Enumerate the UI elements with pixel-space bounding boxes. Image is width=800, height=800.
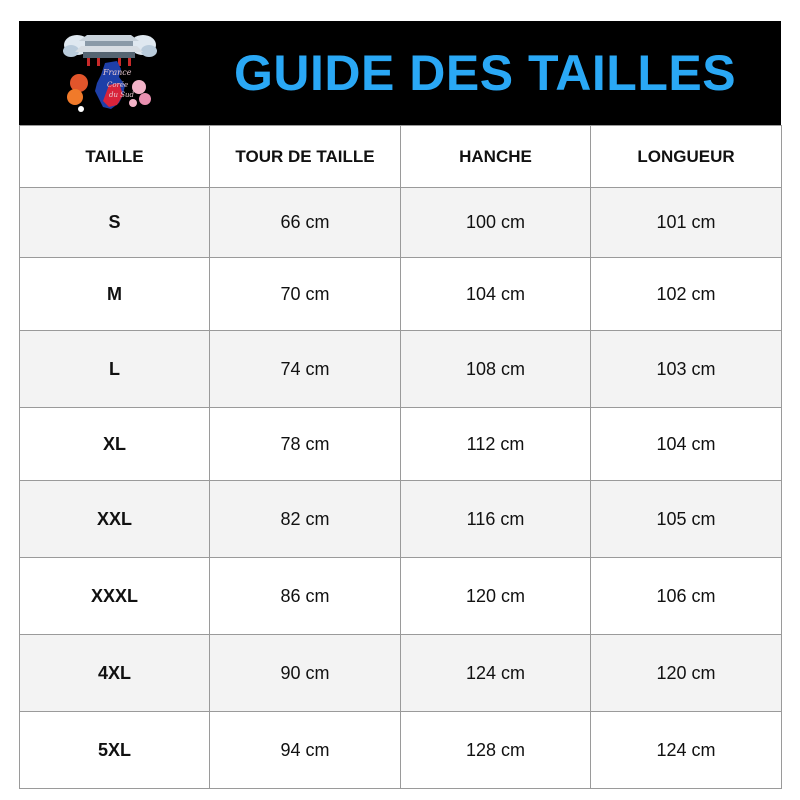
length-cell: 106 cm: [591, 558, 782, 635]
length-cell: 102 cm: [591, 258, 782, 331]
waist-cell: 86 cm: [210, 558, 401, 635]
length-cell: 101 cm: [591, 188, 782, 258]
table-header-row: [20, 126, 782, 188]
hip-cell: 124 cm: [401, 635, 591, 712]
column-header-longueur: LONGUEUR: [591, 126, 782, 188]
table-row: [20, 408, 782, 481]
column-header-taille: TAILLE: [20, 126, 210, 188]
waist-cell: 70 cm: [210, 258, 401, 331]
page-title: GUIDE DES TAILLES: [234, 45, 737, 101]
waist-cell: 90 cm: [210, 635, 401, 712]
hip-cell: 128 cm: [401, 712, 591, 789]
table-row: [20, 331, 782, 408]
hip-cell: 116 cm: [401, 481, 591, 558]
hip-cell: 108 cm: [401, 331, 591, 408]
column-header-tour-de-taille: TOUR DE TAILLE: [210, 126, 401, 188]
table-row: [20, 481, 782, 558]
hip-cell: 104 cm: [401, 258, 591, 331]
length-cell: 124 cm: [591, 712, 782, 789]
column-header-hanche: HANCHE: [401, 126, 591, 188]
size-cell: XL: [20, 408, 210, 481]
table-row: [20, 712, 782, 789]
size-cell: M: [20, 258, 210, 331]
length-cell: 105 cm: [591, 481, 782, 558]
size-cell: XXL: [20, 481, 210, 558]
length-cell: 104 cm: [591, 408, 782, 481]
size-cell: L: [20, 331, 210, 408]
hip-cell: 120 cm: [401, 558, 591, 635]
table-row: [20, 188, 782, 258]
size-cell: 5XL: [20, 712, 210, 789]
waist-cell: 66 cm: [210, 188, 401, 258]
table-row: [20, 635, 782, 712]
svg-text:France: France: [103, 68, 132, 77]
waist-cell: 94 cm: [210, 712, 401, 789]
table-row: [20, 558, 782, 635]
svg-text:du Sud: du Sud: [109, 91, 134, 99]
size-cell: S: [20, 188, 210, 258]
hip-cell: 112 cm: [401, 408, 591, 481]
waist-cell: 74 cm: [210, 331, 401, 408]
waist-cell: 82 cm: [210, 481, 401, 558]
waist-cell: 78 cm: [210, 408, 401, 481]
size-chart-table: [19, 125, 782, 789]
hip-cell: 100 cm: [401, 188, 591, 258]
length-cell: 120 cm: [591, 635, 782, 712]
length-cell: 103 cm: [591, 331, 782, 408]
size-cell: XXXL: [20, 558, 210, 635]
svg-text:Corée: Corée: [107, 81, 129, 89]
header-banner: [19, 21, 781, 125]
size-cell: 4XL: [20, 635, 210, 712]
table-row: [20, 258, 782, 331]
korean-palace-logo-icon: [59, 25, 159, 121]
